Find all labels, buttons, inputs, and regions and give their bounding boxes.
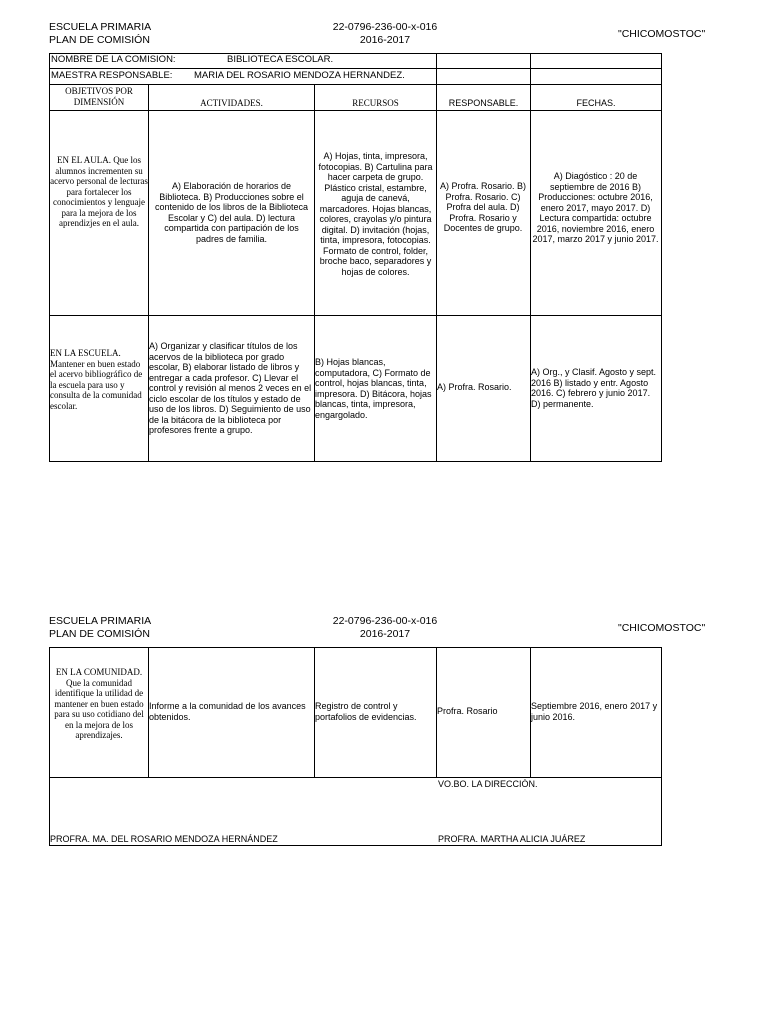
col-header-resources: RECURSOS — [352, 98, 399, 108]
col-header-activities: ACTIVIDADES. — [200, 98, 263, 108]
teacher-label: MAESTRA RESPONSABLE: — [51, 71, 173, 81]
school-name-p2: "CHICOMOSTOC" — [618, 622, 706, 634]
school-name: "CHICOMOSTOC" — [618, 28, 706, 40]
col-header-objectives: OBJETIVOS POR DIMENSIÓN — [65, 86, 133, 107]
community-responsible: Profra. Rosario — [437, 706, 498, 716]
plan-title: PLAN DE COMISIÓN — [49, 34, 150, 46]
school-code-p2: 22-0796-236-00-x-016 — [332, 615, 438, 627]
community-objective: EN LA COMUNIDAD. Que la comunidad identifique la utilidad de mantener en buen estado para su uso cotidiano del en la mejora de los aprendizajes. — [54, 667, 144, 740]
row1-dates: A) Diagóstico : 20 de septiembre de 2016 B) Producciones: octubre 2016, enero 2017, mayo 2017. D) Lectura compartida: octubre 2016, noviembre 2016, enero 2017, marzo 2017 y junio 2017. — [532, 171, 659, 244]
community-dates: Septiembre 2016, enero 2017 y junio 2016. — [531, 701, 658, 722]
col-header-dates: FECHAS. — [576, 98, 616, 108]
school-year: 2016-2017 — [359, 34, 411, 46]
row2-responsible: A) Profra. Rosario. — [437, 382, 512, 392]
signature-left: PROFRA. MA. DEL ROSARIO MENDOZA HERNÁNDEZ — [50, 834, 278, 844]
plan-title-p2: PLAN DE COMISIÓN — [49, 628, 150, 640]
row1-activities: A) Elaboración de horarios de Biblioteca. B) Producciones sobre el contenido de los libros de la Biblioteca Escolar y C) del aula. D) lectura compartida con partipación de los padres de familia. — [154, 181, 309, 244]
community-activities: Informe a la comunidad de los avances obtenidos. — [149, 701, 306, 722]
commission-value: BIBLIOTECA ESCOLAR. — [227, 55, 334, 65]
school-title-p2: ESCUELA PRIMARIA — [49, 615, 152, 627]
vobo-label: VO.BO. LA DIRECCIÓN. — [438, 779, 538, 789]
community-resources: Registro de control y portafolios de evidencias. — [315, 701, 417, 722]
signature-right: PROFRA. MARTHA ALICIA JUÁREZ — [438, 834, 586, 844]
row2-objective: EN LA ESCUELA. Mantener en buen estado el acervo bibliográfico de la escuela para uso y consulta de la comunidad escolar. — [50, 348, 143, 411]
school-code: 22-0796-236-00-x-016 — [332, 21, 438, 33]
commission-label: NOMBRE DE LA COMISIÓN: — [51, 55, 176, 65]
row2-resources: B) Hojas blancas, computadora, C) Formato de control, hojas blancas, tinta, impresora. D) Bitácora, hojas blancas, tinta, impresora, engargolado. — [315, 357, 432, 420]
row1-responsible: A) Profra. Rosario. B) Profra. Rosario. C) Profra del aula. D) Profra. Rosario y Docentes de grupo. — [439, 181, 527, 233]
teacher-value: MARÍA DEL ROSARIO MENDOZA HERNÁNDEZ. — [194, 71, 405, 81]
row2-dates: A) Org., y Clasif. Agosto y sept. 2016 B) listado y entr. Agosto 2016. C) febrero y junio 2017. D) permanente. — [531, 367, 657, 409]
row1-objective: EN EL AULA. Que los alumnos incrementen su acervo personal de lecturas para fortalecer los conocimientos y lenguaje para la mejora de los aprendizjes en el aula. — [50, 155, 148, 228]
col-header-responsible: RESPONSABLE. — [448, 98, 519, 108]
row2-activities: A) Organizar y clasificar títulos de los acervos de la biblioteca por grado escolar, B) elaborar listado de libros y entregar a cada profesor. C) Llevar el control y revisión al menos 2 veces en el ciclo escolar de los títulos y estado de uso de los libros. D) Seguimiento de uso de la bitácora de la biblioteca por profesores frente a grupo. — [149, 341, 312, 435]
school-year-p2: 2016-2017 — [359, 628, 411, 640]
school-title: ESCUELA PRIMARIA — [49, 21, 152, 33]
row1-resources: A) Hojas, tinta, impresora, fotocopias. B) Cartulina para hacer carpeta de grupo. Plástico cristal, estambre, aguja de canevá, marcadores. Hojas blancas, colores, crayolas y/o pintura digital. D) invitación (hojas, tinta, impresora, fotocopias. Formato de control, folder, broche baco, separadores y hojas de colores. — [318, 151, 433, 277]
